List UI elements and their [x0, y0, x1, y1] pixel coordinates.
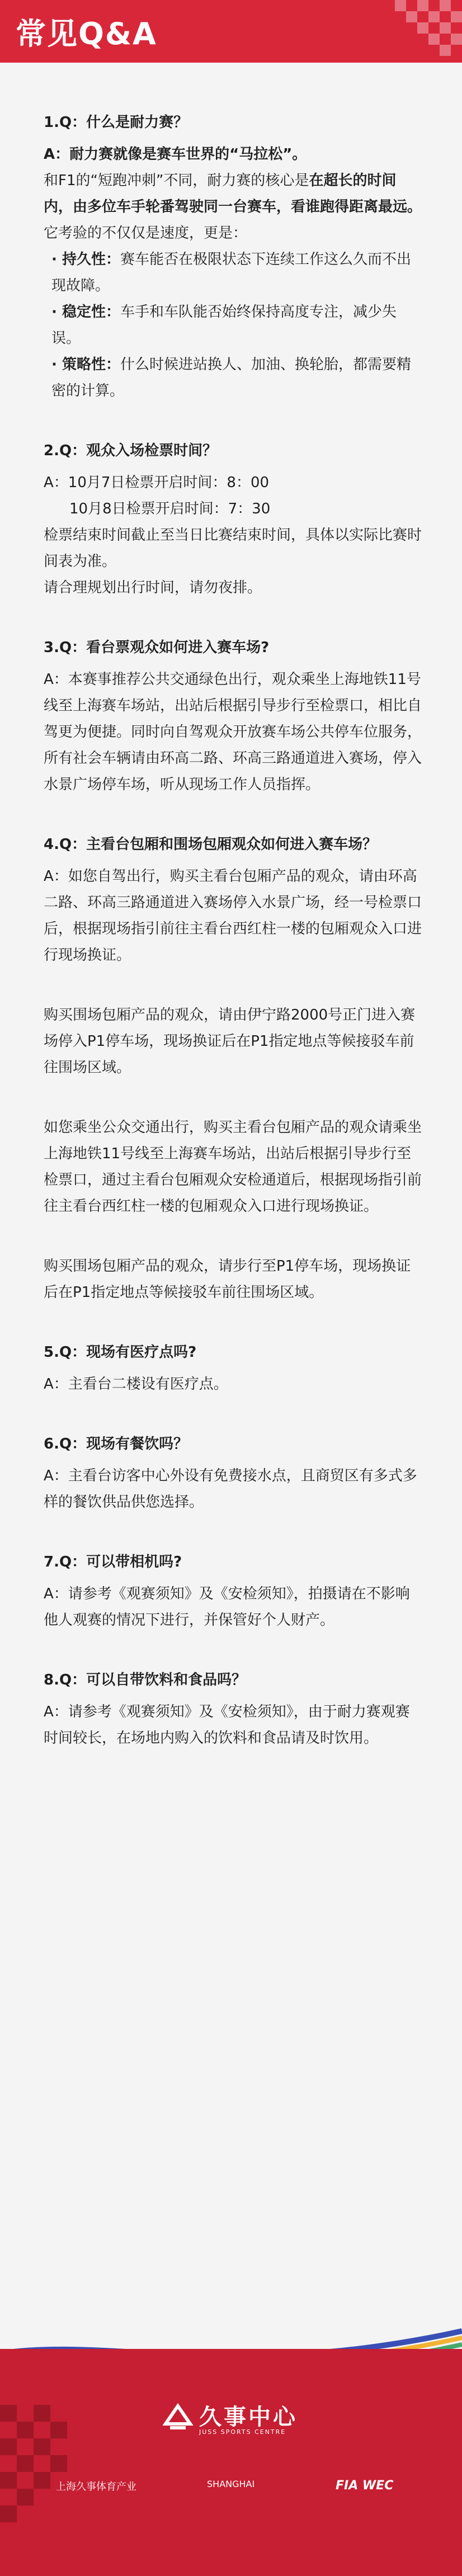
answer-line: 检票结束时间截止至当日比赛结束时间，具体以实际比赛时间表为准。 — [44, 527, 422, 570]
question: 3.Q：看台票观众如何进入赛车场? — [44, 639, 270, 656]
question: 5.Q：现场有医疗点吗? — [44, 1344, 197, 1361]
question: 6.Q：现场有餐饮吗？ — [44, 1436, 188, 1452]
answer-line: A：10月7日检票开启时间：8：00 — [44, 474, 270, 491]
answer-paragraph: A：如您自驾出行，购买主看台包厢产品的观众，请由环高二路、环高三路通道进入赛场停入水景广场，经一号检票口后，根据现场指引前往主看台西红柱一楼的包厢观众入口进行现场换证。 — [44, 868, 422, 964]
faq-item-6 — [44, 1431, 424, 1516]
faq-item-5 — [44, 1339, 424, 1398]
faq-item-7 — [44, 1549, 424, 1634]
bullet-text: 车手和车队能否始终保持高度专注，减少失误。 — [51, 304, 397, 347]
header-flag-pattern-icon — [283, 0, 462, 63]
page-title: 常见Q&A — [16, 16, 157, 51]
bullet-item — [44, 247, 424, 299]
faq-content — [44, 110, 424, 1785]
answer-paragraph: 购买围场包厢产品的观众，请由伊宁路2000号正门进入赛场停入P1停车场，现场换证后在P1指定地点等候接驳车前往围场区域。 — [44, 1007, 416, 1076]
faq-item-3 — [44, 635, 424, 798]
answer-text: A：主看台访客中心外设有免费接水点，且商贸区有多式多样的餐饮供品供您选择。 — [44, 1468, 417, 1511]
answer-lead: A：耐力赛就像是赛车世界的“马拉松”。 — [44, 146, 307, 163]
brand-name: 久事中心 — [199, 2404, 298, 2430]
answer-text: A：请参考《观赛须知》及《安检须知》，拍摄请在不影响他人观赛的情况下进行，并保管好个人财产。 — [44, 1586, 410, 1629]
question: 1.Q：什么是耐力赛？ — [44, 114, 188, 131]
juss-sports-logo — [162, 2399, 308, 2444]
page-footer — [0, 2349, 462, 2576]
partner-logo-shanghai: SHANGHAI — [207, 2479, 255, 2489]
faq-item-1 — [44, 110, 424, 404]
answer-text: A：请参考《观赛须知》及《安检须知》，由于耐力赛观赛时间较长，在场地内购入的饮料和食品请及时饮用。 — [44, 1704, 410, 1747]
bullet-item — [44, 352, 424, 404]
question: 8.Q：可以自带饮料和食品吗？ — [44, 1672, 247, 1688]
bullet-dot-icon: · — [51, 356, 62, 373]
answer-line: 请合理规划出行时间，请勿夜排。 — [44, 579, 262, 596]
bullet-item — [44, 299, 424, 352]
answer-line: 10月8日检票开启时间：7：30 — [69, 501, 271, 517]
answer-text: A：本赛事推荐公共交通绿色出行，观众乘坐上海地铁11号线至上海赛车场站，出站后根据引导步行至检票口，相比自驾更为便捷。同时向自驾观众开放赛车场公共停车位服务，所有社会车辆请由环高二路、环高三路通道进入赛场，停入水景广场停车场，听从现场工作人员指挥。 — [44, 671, 422, 793]
question: 2.Q：观众入场检票时间？ — [44, 442, 218, 459]
bullet-label: 策略性： — [62, 356, 120, 373]
faq-item-8 — [44, 1667, 424, 1752]
answer-paragraph: 它考验的不仅仅是速度，更是： — [44, 225, 248, 242]
question: 7.Q：可以带相机吗? — [44, 1554, 182, 1570]
faq-item-2 — [44, 438, 424, 601]
answer-text: A：主看台二楼设有医疗点。 — [44, 1376, 228, 1393]
answer-paragraph: 购买围场包厢产品的观众，请步行至P1停车场，现场换证后在P1指定地点等候接驳车前往围场区域。 — [44, 1258, 411, 1301]
partner-logo-wec: FIA WEC — [336, 2479, 394, 2493]
answer-paragraph: 如您乘坐公众交通出行，购买主看台包厢产品的观众请乘坐上海地铁11号线至上海赛车场站，出站后根据引导步行至检票口，通过主看台包厢观众安检通道后，根据现场指引前往主看台西红柱一楼的包厢观众入口进行现场换证。 — [44, 1119, 422, 1215]
page-header — [0, 0, 462, 63]
bullet-label: 稳定性： — [62, 304, 120, 320]
answer-text: 和F1的“短跑冲刺”不同，耐力赛的核心是 — [44, 172, 309, 189]
bullet-dot-icon: · — [51, 251, 62, 268]
answer-emphasis: 在超长的时间内，由多位车手轮番驾驶同一台赛车，看谁跑得距离最远。 — [44, 172, 422, 215]
brand-english: JUSS SPORTS CENTRE — [199, 2428, 286, 2436]
bullet-text: 什么时候进站换人、加油、换轮胎，都需要精密的计算。 — [51, 356, 411, 399]
bullet-label: 持久性： — [62, 251, 120, 268]
question: 4.Q：主看台包厢和围场包厢观众如何进入赛车场？ — [44, 836, 378, 853]
answer-paragraph — [44, 168, 424, 220]
faq-item-4 — [44, 832, 424, 1306]
partner-logo-jiushi: 上海久事体育产业 — [56, 2481, 136, 2493]
bullet-dot-icon: · — [51, 304, 62, 320]
bullet-text: 赛车能否在极限状态下连续工作这么久而不出现故障。 — [51, 251, 411, 294]
juss-logo-mark-icon — [162, 2402, 194, 2433]
